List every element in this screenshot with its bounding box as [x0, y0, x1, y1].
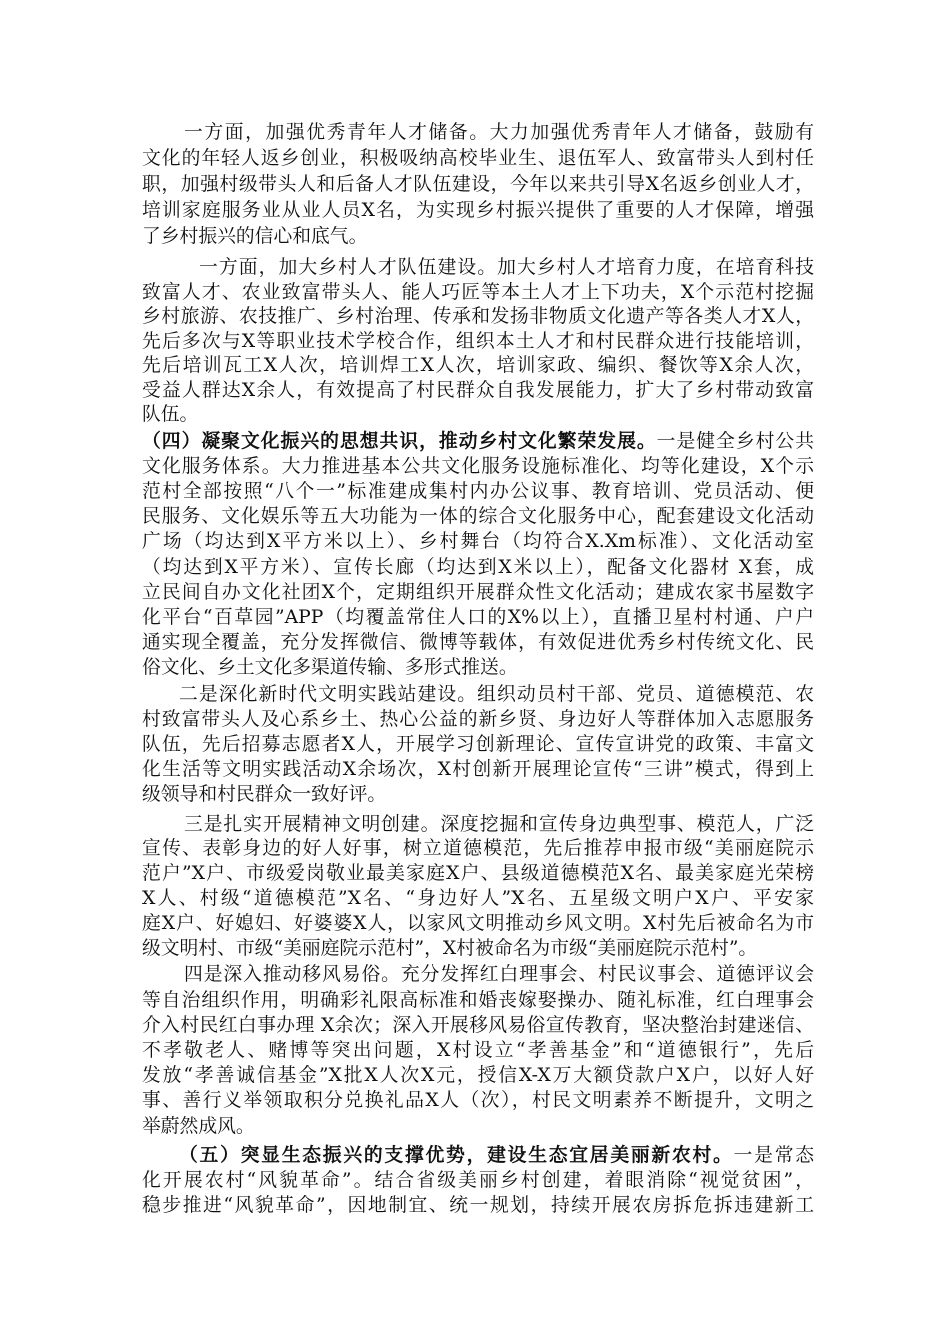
text-line: 队伍，先后招募志愿者X人，开展学习创新理论、宣传宣讲党的政策、丰富文 — [142, 733, 814, 755]
text-line: 稳步推进“风貌革命”，因地制宜、统一规划，持续开展农房拆危拆违建新工 — [142, 1194, 814, 1216]
text-line — [142, 1143, 814, 1168]
text-line: 一方面，加大乡村人才队伍建设。加大乡村人才培育力度，在培育科技 — [199, 257, 814, 278]
text-line: 范户”X户、市级爱岗敬业最美家庭X户、县级道德模范X名、最美家庭光荣榜 — [142, 863, 814, 885]
text-line: 职，加强村级带头人和后备人才队伍建设，今年以来共引导X名返乡创业人才， — [142, 174, 814, 195]
text-line: 了乡村振兴的信心和底气。 — [142, 226, 368, 247]
paragraph-section-5-ecology — [142, 1143, 814, 1218]
paragraph-civilization-station — [142, 682, 814, 807]
text-line — [142, 429, 814, 454]
text-line: （均达到X平方米）、宣传长廊（均达到X米以上），配备文化器材 X套，成 — [142, 556, 814, 578]
text-line: 介入村民红白事办理 X余次；深入开展移风易俗宣传教育，坚决整治封建迷信、 — [142, 1014, 814, 1036]
text-line: 俗文化、乡土文化多渠道传输、多形式推送。 — [142, 657, 518, 679]
text-line: 村致富带头人及心系乡土、热心公益的新乡贤、身边好人等群体加入志愿服务 — [142, 708, 814, 730]
text-line: 培训家庭服务业从业人员X名，为实现乡村振兴提供了重要的人才保障，增强 — [142, 200, 814, 221]
text-line: 等自治组织作用，明确彩礼限高标准和婚丧嫁娶操办、随礼标准，红白理事会 — [142, 989, 814, 1011]
text-line: 宣传、表彰身边的好人好事，树立道德模范，先后推荐申报市级“美丽庭院示 — [142, 838, 814, 860]
text-line: 通实现全覆盖，充分发挥微信、微博等载体，有效促进优秀乡村传统文化、民 — [142, 632, 814, 654]
text-line: 受益人群达X余人，有效提高了村民群众自我发展能力，扩大了乡村带动致富 — [142, 379, 814, 401]
paragraph-spiritual-civilization — [142, 813, 814, 962]
text-line: 乡村旅游、农技推广、乡村治理、传承和发扬非物质文化遗产等各类人才X人， — [142, 306, 814, 327]
text-line: 民服务、文化娱乐等五大功能为一体的综合文化服务中心，配套建设文化活动 — [142, 506, 814, 528]
text-line: 文化的年轻人返乡创业，积极吸纳高校毕业生、退伍军人、致富带头人到村任 — [142, 148, 814, 169]
text-line: 一方面，加强优秀青年人才储备。大力加强优秀青年人才储备，鼓励有 — [184, 122, 814, 143]
text-line: 四是深入推动移风易俗。充分发挥红白理事会、村民议事会、道德评议会 — [184, 964, 814, 986]
text-line: 立民间自办文化社团X个，定期组织开展群众性文化活动；建成农家书屋数字 — [142, 581, 814, 603]
text-line: X人、村级“道德模范”X名、“身边好人”X名、五星级文明户X户、平安家 — [142, 887, 814, 909]
text-line: 不孝敬老人、赌博等突出问题，X村设立“孝善基金”和“道德银行”，先后 — [142, 1039, 814, 1061]
text-line: 二是深化新时代文明实践站建设。组织动员村干部、党员、道德模范、农 — [179, 683, 814, 705]
text-run: 一是常态 — [733, 1144, 815, 1166]
section-heading-4: （四）凝聚文化振兴的思想共识，推动乡村文化繁荣发展。 — [142, 429, 657, 452]
text-line: 广场（均达到X平方米以上）、乡村舞台（均符合X.Xm标准）、文化活动室 — [142, 531, 814, 553]
text-line: 级领导和村民群众一致好评。 — [142, 783, 387, 805]
text-line: 事、善行义举领取积分兑换礼品X人（次），村民文明素养不断提升，文明之 — [142, 1090, 814, 1112]
text-line: 文化服务体系。大力推进基本公共文化服务设施标准化、均等化建设，X个示 — [142, 455, 814, 477]
text-line: 级文明村、市级“美丽庭院示范村”，X村被命名为市级“美丽庭院示范村”。 — [142, 937, 758, 959]
text-line: 三是扎实开展精神文明创建。深度挖掘和宣传身边典型事、模范人，广泛 — [184, 813, 814, 835]
text-line: 范村全部按照“八个一”标准建成集村内办公议事、教育培训、党员活动、便 — [142, 480, 814, 502]
text-run: 一是健全乡村公共 — [656, 430, 814, 452]
text-line: 发放“孝善诚信基金”X批X人次X元，授信X-X万大额贷款户X户，以好人好 — [142, 1065, 814, 1087]
paragraph-talent-team — [142, 256, 814, 428]
paragraph-customs-reform — [142, 962, 814, 1138]
text-line: 举蔚然成风。 — [142, 1115, 255, 1137]
text-line: 先后多次与X等职业技术学校合作，组织本土人才和村民群众进行技能培训， — [142, 330, 814, 352]
document-body — [142, 120, 814, 1218]
paragraph-section-4-culture — [142, 429, 814, 681]
text-line: 先后培训瓦工X人次，培训焊工X人次，培训家政、编织、餐饮等X余人次， — [142, 355, 814, 376]
text-line: 庭X户、好媳妇、好婆婆X人，以家风文明推动乡风文明。X村先后被命名为市 — [142, 912, 814, 934]
text-line: 化平台“百草园”APP（均覆盖常住人口的X%以上），直播卫星村村通、户户 — [142, 606, 814, 628]
text-line: 化生活等文明实践活动X余场次，X村创新开展理论宣传“三讲”模式，得到上 — [142, 758, 814, 780]
text-line: 队伍。 — [142, 404, 199, 425]
section-heading-5: （五）突显生态振兴的支撑优势，建设生态宜居美丽新农村。 — [179, 1143, 734, 1166]
text-line: 致富人才、农业致富带头人、能人巧匠等本土人才上下功夫，X个示范村挖掘 — [142, 281, 814, 303]
paragraph-talent-reserve — [142, 120, 814, 250]
text-line: 化开展农村“风貌革命”。结合省级美丽乡村创建，着眼消除“视觉贫困”， — [142, 1169, 814, 1191]
